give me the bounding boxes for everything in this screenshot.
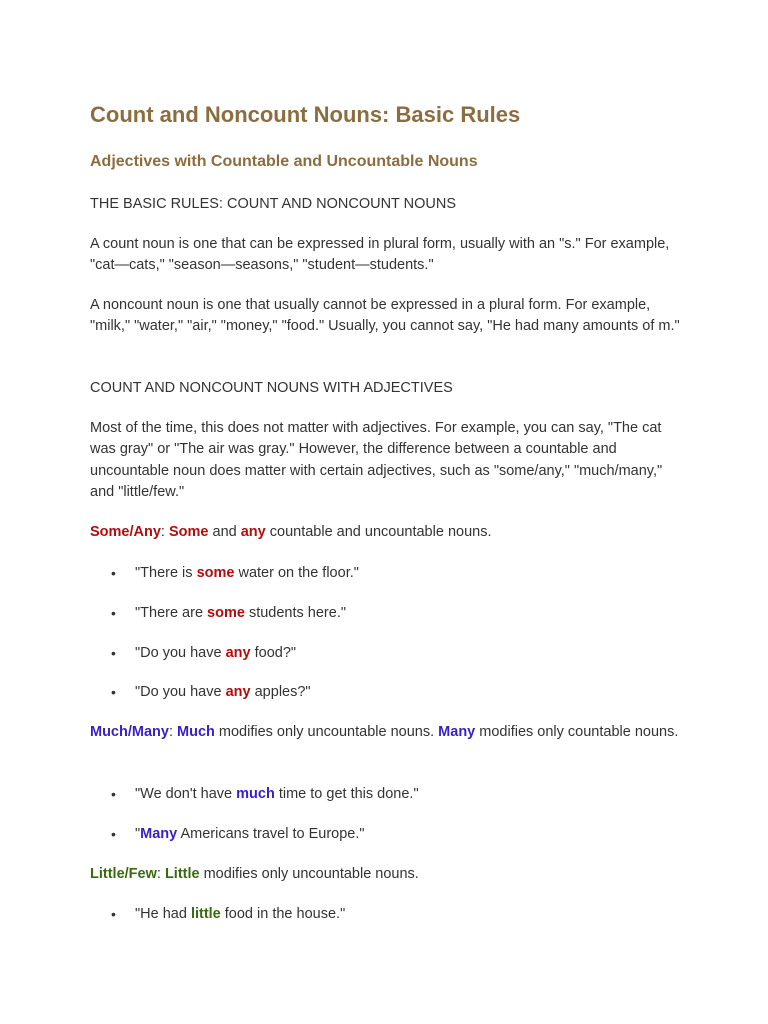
rule-some-any: Some/Any: Some and any countable and uncountable nouns.	[90, 524, 492, 540]
keyword-any: any	[240, 524, 266, 540]
rule-label-much-many: Much/Many	[90, 724, 169, 740]
bullet-icon: •	[111, 826, 116, 842]
paragraph-adjectives: Most of the time, this does not matter with adjectives. For example, you can say, "The cat was gray" or "The air was gray." However, the difference between a countable and uncountable noun does matter with certain adjectives, such as "some/any," "much/many," and "little/few."	[90, 420, 663, 500]
bullet-icon: •	[111, 645, 116, 661]
bullet-icon: •	[111, 786, 116, 802]
page-subtitle: Adjectives with Countable and Uncountable Nouns	[90, 153, 478, 170]
rule-label-little-few: Little/Few	[90, 866, 157, 882]
keyword-little: Little	[164, 866, 200, 882]
paragraph-count-noun: A count noun is one that can be expressed in plural form, usually with an "s." For example, "cat—cats," "season—seasons," "student—students."	[90, 236, 670, 274]
rule-much-many: Much/Many: Much modifies only uncountable nouns. Many modifies only countable nouns.	[90, 724, 679, 740]
bullet-icon: •	[111, 906, 116, 922]
section-heading-adjectives: COUNT AND NONCOUNT NOUNS WITH ADJECTIVES	[90, 380, 453, 396]
keyword-some: Some	[168, 524, 209, 540]
keyword-many: Many	[438, 724, 476, 740]
paragraph-noncount-noun: A noncount noun is one that usually cannot be expressed in a plural form. For example, "milk," "water," "air," "money," "food." Usually, you cannot say, "He had many amounts of m."	[90, 297, 680, 335]
page-title: Count and Noncount Nouns: Basic Rules	[90, 102, 521, 127]
bullet-icon: •	[111, 565, 116, 581]
bullet-icon: •	[111, 605, 116, 621]
keyword-much: Much	[177, 724, 215, 740]
bullet-icon: •	[111, 684, 116, 700]
rule-little-few: Little/Few: Little modifies only uncountable nouns.	[90, 866, 419, 882]
rule-label-some-any: Some/Any	[90, 524, 161, 540]
section-heading-basic-rules: THE BASIC RULES: COUNT AND NONCOUNT NOUNS	[90, 196, 457, 212]
